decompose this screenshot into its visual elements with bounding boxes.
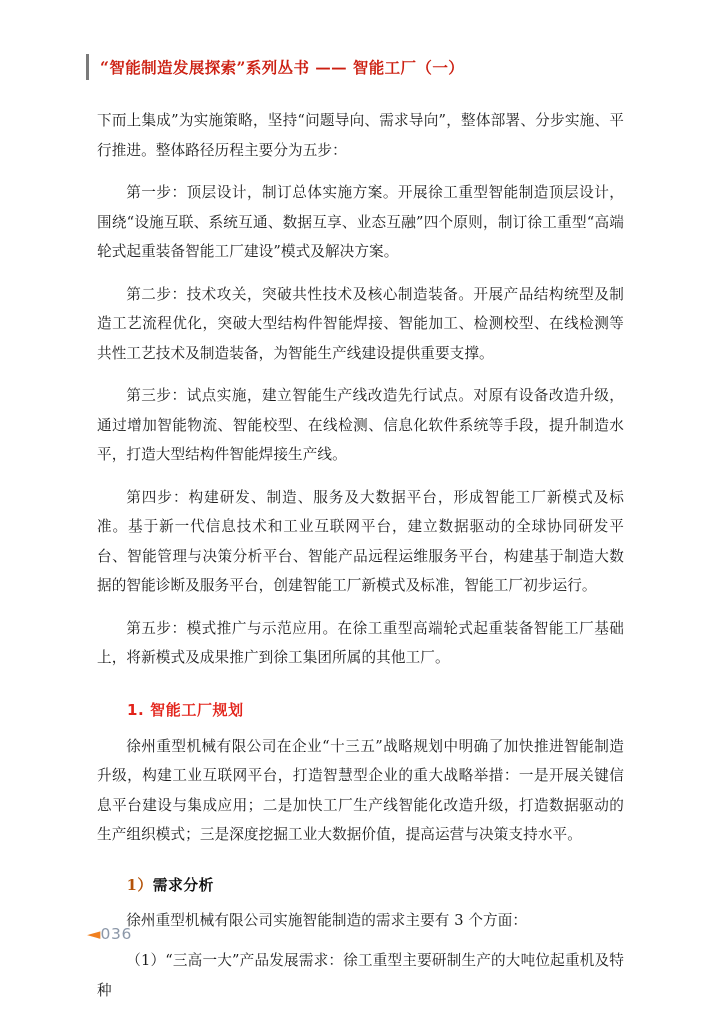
sub-heading-demand-analysis <box>97 874 624 895</box>
paragraph-section-one: 徐州重型机械有限公司在企业“十三五”战略规划中明确了加快推进智能制造升级，构建工业互联网平台，打造智慧型企业的重大战略举措：一是开展关键信息平台建设与集成应用；二是加快工厂生产线智能化改造升级，打造数据驱动的生产组织模式；三是深度挖掘工业大数据价值，提高运营与决策支持水平。 <box>97 737 624 843</box>
folio-arrow-icon: ◄ <box>87 925 101 943</box>
paragraph-step-one: 第一步：顶层设计，制订总体实施方案。开展徐工重型智能制造顶层设计，围绕“设施互联、系统互通、数据互享、业态互融”四个原则，制订徐工重型“高端轮式起重装备智能工厂建设”模式及解决方案。 <box>97 184 624 260</box>
paragraph-step-two: 第二步：技术攻关，突破共性技术及核心制造装备。开展产品结构统型及制造工艺流程优化，突破大型结构件智能焊接、智能加工、检测校型、在线检测等共性工艺技术及制造装备，为智能生产线建设提供重要支撑。 <box>97 285 624 362</box>
sub-heading-number: 1） <box>126 876 153 894</box>
text-column <box>97 106 624 1016</box>
running-head <box>86 52 464 82</box>
section-heading-smart-factory-planning: 1. 智能工厂规划 <box>127 700 244 719</box>
page-number: 036 <box>100 925 132 943</box>
paragraph-demand-item-one: （1）“三高一大”产品发展需求：徐工重型主要研制生产的大吨位起重机及特种 <box>97 952 624 999</box>
paragraph-step-four: 第四步：构建研发、制造、服务及大数据平台，形成智能工厂新模式及标准。基于新一代信息技术和工业互联网平台，建立数据驱动的全球协同研发平台、智能管理与决策分析平台、智能产品远程运维服务平台，构建基于制造大数据的智能诊断及服务平台，创建智能工厂新模式及标准，智能工厂初步运行。 <box>97 488 624 594</box>
paragraph-step-five: 第五步：模式推广与示范应用。在徐工重型高端轮式起重装备智能工厂基础上，将新模式及成果推广到徐工集团所属的其他工厂。 <box>97 619 624 666</box>
paragraph-step-three: 第三步：试点实施，建立智能生产线改造先行试点。对原有设备改造升级，通过增加智能物流、智能校型、在线检测、信息化软件系统等手段，提升制造水平，打造大型结构件智能焊接生产线。 <box>97 387 624 463</box>
running-head-title: “智能制造发展探索”系列丛书 —— 智能工厂（一） <box>100 58 465 77</box>
paragraph-demand-intro: 徐州重型机械有限公司实施智能制造的需求主要有 3 个方面： <box>126 911 528 929</box>
sub-heading-label: 需求分析 <box>152 876 214 894</box>
running-head-rule <box>86 54 89 80</box>
paragraph-intro: 下而上集成”为实施策略，坚持“问题导向、需求导向”，整体部署、分步实施、平行推进。整体路径历程主要分为五步： <box>97 112 624 159</box>
page-folio <box>88 925 132 943</box>
